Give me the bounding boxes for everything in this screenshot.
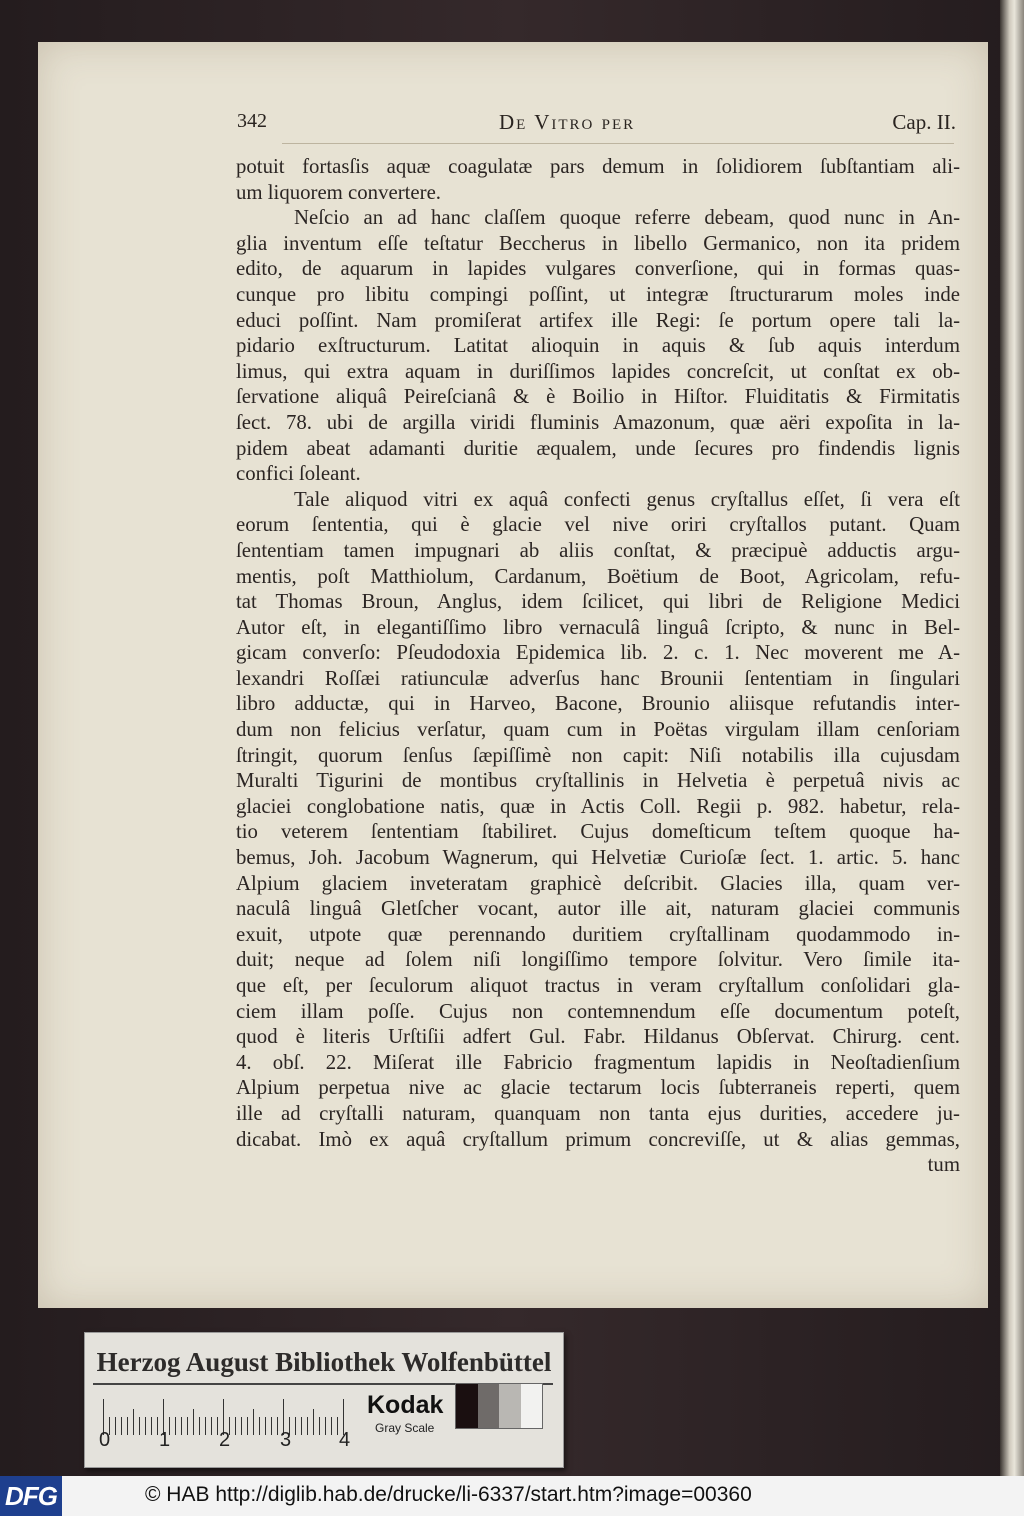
ruler-tick bbox=[175, 1417, 176, 1435]
ruler-tick bbox=[265, 1417, 266, 1435]
ruler-tick bbox=[157, 1417, 158, 1435]
ruler-tick bbox=[259, 1417, 260, 1435]
text-line: ſervatione aliquâ Peireſcianâ & è Boilio in Hiſtor. Fluiditatis & Firmitatis bbox=[236, 385, 960, 409]
ruler-tick bbox=[307, 1417, 308, 1435]
text-line: ille ad cryſtalli naturam, quanquam non tanta ejus durities, accedere ju- bbox=[236, 1101, 960, 1125]
ruler-tick bbox=[271, 1417, 272, 1435]
ruler-tick bbox=[187, 1417, 188, 1435]
ruler-tick bbox=[151, 1417, 152, 1435]
header-rule bbox=[282, 143, 954, 144]
ruler-tick bbox=[337, 1417, 338, 1435]
gray-scale-label: Gray Scale bbox=[375, 1421, 435, 1435]
running-title: De Vitro per bbox=[499, 110, 636, 134]
ruler-tick bbox=[331, 1417, 332, 1435]
gray-patch bbox=[499, 1384, 521, 1428]
text-line: tio veterem ſententiam ſtabiliret. Cujus domeſticum teſtem quoque ha- bbox=[236, 820, 960, 844]
text-line: que eſt, per ſeculorum aliquot tractus in veram cryſtallum conſolidari gla- bbox=[236, 974, 960, 997]
text-line: confici ſoleant. bbox=[236, 462, 361, 486]
text-line: exuit, utpote quæ perennando duritiem cryſtallinam quodammodo in- bbox=[236, 922, 960, 946]
text-line: pidem abeat adamanti duritie æqualem, unde ſecures pro findendis lignis bbox=[236, 436, 960, 460]
text-line: lexandri Roſſæi ratiunculæ adverſus hanc Brounii ſententiam in ſingulari bbox=[236, 666, 960, 690]
ruler-tick bbox=[235, 1417, 236, 1435]
ruler-tick bbox=[313, 1409, 314, 1435]
text-line: Neſcio an ad hanc claſſem quoque referre debeam, quod nunc in An- bbox=[294, 206, 960, 230]
text-line: Alpium glaciem inveteratam graphicè deſcribit. Glacies illa, quam ver- bbox=[236, 871, 960, 895]
ruler-number: 0 bbox=[99, 1429, 111, 1451]
text-line: glaciei conglobatione natis, quæ in Actis Coll. Regii p. 982. habetur, rela- bbox=[236, 794, 960, 818]
copyright-link[interactable]: © HAB http://diglib.hab.de/drucke/li-6337/start.htm?image=00360 bbox=[145, 1483, 752, 1506]
ruler-tick bbox=[199, 1417, 200, 1435]
text-line: edito, de aquarum in lapides vulgares converſione, qui in formas quas- bbox=[236, 257, 960, 281]
text-line: ſect. 78. ubi de argilla viridi fluminis Amazonum, quæ aëri expoſita in la- bbox=[236, 410, 960, 434]
text-line: 4. obſ. 22. Miſerat ille Fabricio fragmentum lapidis in Neoſtadienſium bbox=[236, 1050, 960, 1074]
text-line: duit; neque ad ſolem niſi longiſſimo tempore ſolvitur. Vero ſimile ita- bbox=[236, 948, 960, 972]
ruler-tick bbox=[247, 1417, 248, 1435]
page-number: 342 bbox=[237, 110, 267, 132]
gray-patches bbox=[455, 1383, 543, 1429]
ruler-tick bbox=[211, 1417, 212, 1435]
ruler-tick bbox=[277, 1417, 278, 1435]
text-line: quod è literis Urſtiſii adfert Gul. Fabr. Hildanus Obſervat. Chirurg. cent. bbox=[236, 1025, 960, 1049]
ruler-number: 4 bbox=[339, 1429, 351, 1451]
ruler-tick bbox=[193, 1409, 194, 1435]
text-line: naculâ linguâ Gletſcher vocant, autor ille ait, naturam glaciei communis bbox=[236, 897, 960, 921]
kodak-brand: Kodak bbox=[367, 1391, 444, 1419]
ruler-number: 3 bbox=[280, 1429, 292, 1451]
text-line: dum non felicius verſatur, quam cum in Poëtas virgulam illam cenſoriam bbox=[236, 718, 960, 742]
gray-patch bbox=[521, 1384, 543, 1428]
text-line: mentis, poſt Matthiolum, Cardanum, Boëtium de Boot, Agricolam, refu- bbox=[236, 564, 960, 588]
ruler-tick bbox=[241, 1417, 242, 1435]
text-line: ciem illam poſſe. Cujus non contemnendum eſſe documentum poteſt, bbox=[236, 999, 960, 1023]
text-line: potuit fortasſis aquæ coagulatæ pars demum in ſolidiorem ſubſtantiam ali- bbox=[236, 155, 960, 178]
ruler-number: 2 bbox=[219, 1429, 231, 1451]
text-line: Autor eſt, in elegantiſſimo libro vernaculâ linguâ ſcripto, & nunc in Bel- bbox=[236, 615, 960, 639]
text-line: educi poſſint. Nam promiſerat artifex ille Regi: ſe portum opere tali la- bbox=[236, 308, 960, 332]
dfg-logo[interactable]: DFG bbox=[0, 1476, 62, 1516]
ruler-tick bbox=[145, 1417, 146, 1435]
ruler-tick bbox=[295, 1417, 296, 1435]
chapter-label: Cap. II. bbox=[892, 110, 956, 134]
text-line: ſtringit, quorum ſenſus ſæpiſſimè non capit: Niſi notabilis illa cujusdam bbox=[236, 743, 960, 767]
library-color-card bbox=[84, 1332, 564, 1468]
ruler-tick bbox=[301, 1417, 302, 1435]
ruler-number: 1 bbox=[159, 1429, 171, 1451]
text-line: cunque pro libitu compingi poſſint, ut integræ ſtructurarum moles inde bbox=[236, 282, 960, 306]
text-line: pidario exſtructurum. Latitat alioquin in aquis & ſub aquis interdum bbox=[236, 334, 960, 358]
catchword: tum bbox=[927, 1153, 960, 1177]
text-line: um liquorem convertere. bbox=[236, 180, 442, 204]
text-line: limus, qui extra aquam in duriſſimos lapides concreſcit, ut conſtat ex ob- bbox=[236, 359, 960, 383]
ruler-tick bbox=[133, 1409, 134, 1435]
text-line: dicabat. Imò ex aquâ cryſtallum primum concreviſſe, ut & alias gemmas, bbox=[236, 1127, 960, 1151]
ruler-tick bbox=[325, 1417, 326, 1435]
ruler-tick bbox=[139, 1417, 140, 1435]
text-line: Muralti Tigurini de montibus cryſtallinis in Helvetia è perpetuâ nivis ac bbox=[236, 769, 960, 793]
text-line: libro adductæ, qui in Harveo, Bacone, Brounio aliisque refutandis inter- bbox=[236, 692, 960, 716]
ruler-tick bbox=[115, 1417, 116, 1435]
running-head bbox=[237, 110, 960, 140]
ruler-tick bbox=[319, 1417, 320, 1435]
text-line: Tale aliquod vitri ex aquâ confecti genus cryſtallus eſſet, ſi vera eſt bbox=[294, 487, 960, 511]
text-line: eorum ſententia, qui è glacie vel nive oriri cryſtallos putant. Quam bbox=[236, 513, 960, 537]
text-line: bemus, Joh. Jacobum Wagnerum, qui Helvetiæ Curioſæ ſect. 1. artic. 5. hanc bbox=[236, 846, 960, 870]
ruler-tick bbox=[253, 1409, 254, 1435]
gray-patch bbox=[456, 1384, 478, 1428]
next-page-edge bbox=[1000, 0, 1024, 1476]
text-line: ſententiam tamen impugnari ab aliis conſtat, & præcipuè adductis argu- bbox=[236, 538, 960, 562]
ruler-tick bbox=[121, 1417, 122, 1435]
ruler-tick bbox=[217, 1417, 218, 1435]
text-line: Alpium perpetua nive ac glacie tectarum locis ſubterraneis reperti, quem bbox=[236, 1076, 960, 1100]
ruler-tick bbox=[127, 1417, 128, 1435]
gray-patch bbox=[478, 1384, 500, 1428]
ruler-tick bbox=[181, 1417, 182, 1435]
footer-bar bbox=[0, 1476, 1024, 1516]
body-text bbox=[236, 154, 960, 1178]
text-line: gicam converſo: Pſeudodoxia Epidemica lib. 2. c. 1. Nec moverent me A- bbox=[236, 641, 960, 665]
library-name: Herzog August Bibliothek Wolfenbüttel bbox=[96, 1347, 552, 1377]
text-line: glia inventum eſſe teſtatur Beccherus in libello Germanico, non ita pridem bbox=[236, 231, 960, 255]
text-line: tat Thomas Broun, Anglus, idem ſcilicet, qui libri de Religione Medici bbox=[236, 590, 960, 614]
ruler-tick bbox=[205, 1417, 206, 1435]
